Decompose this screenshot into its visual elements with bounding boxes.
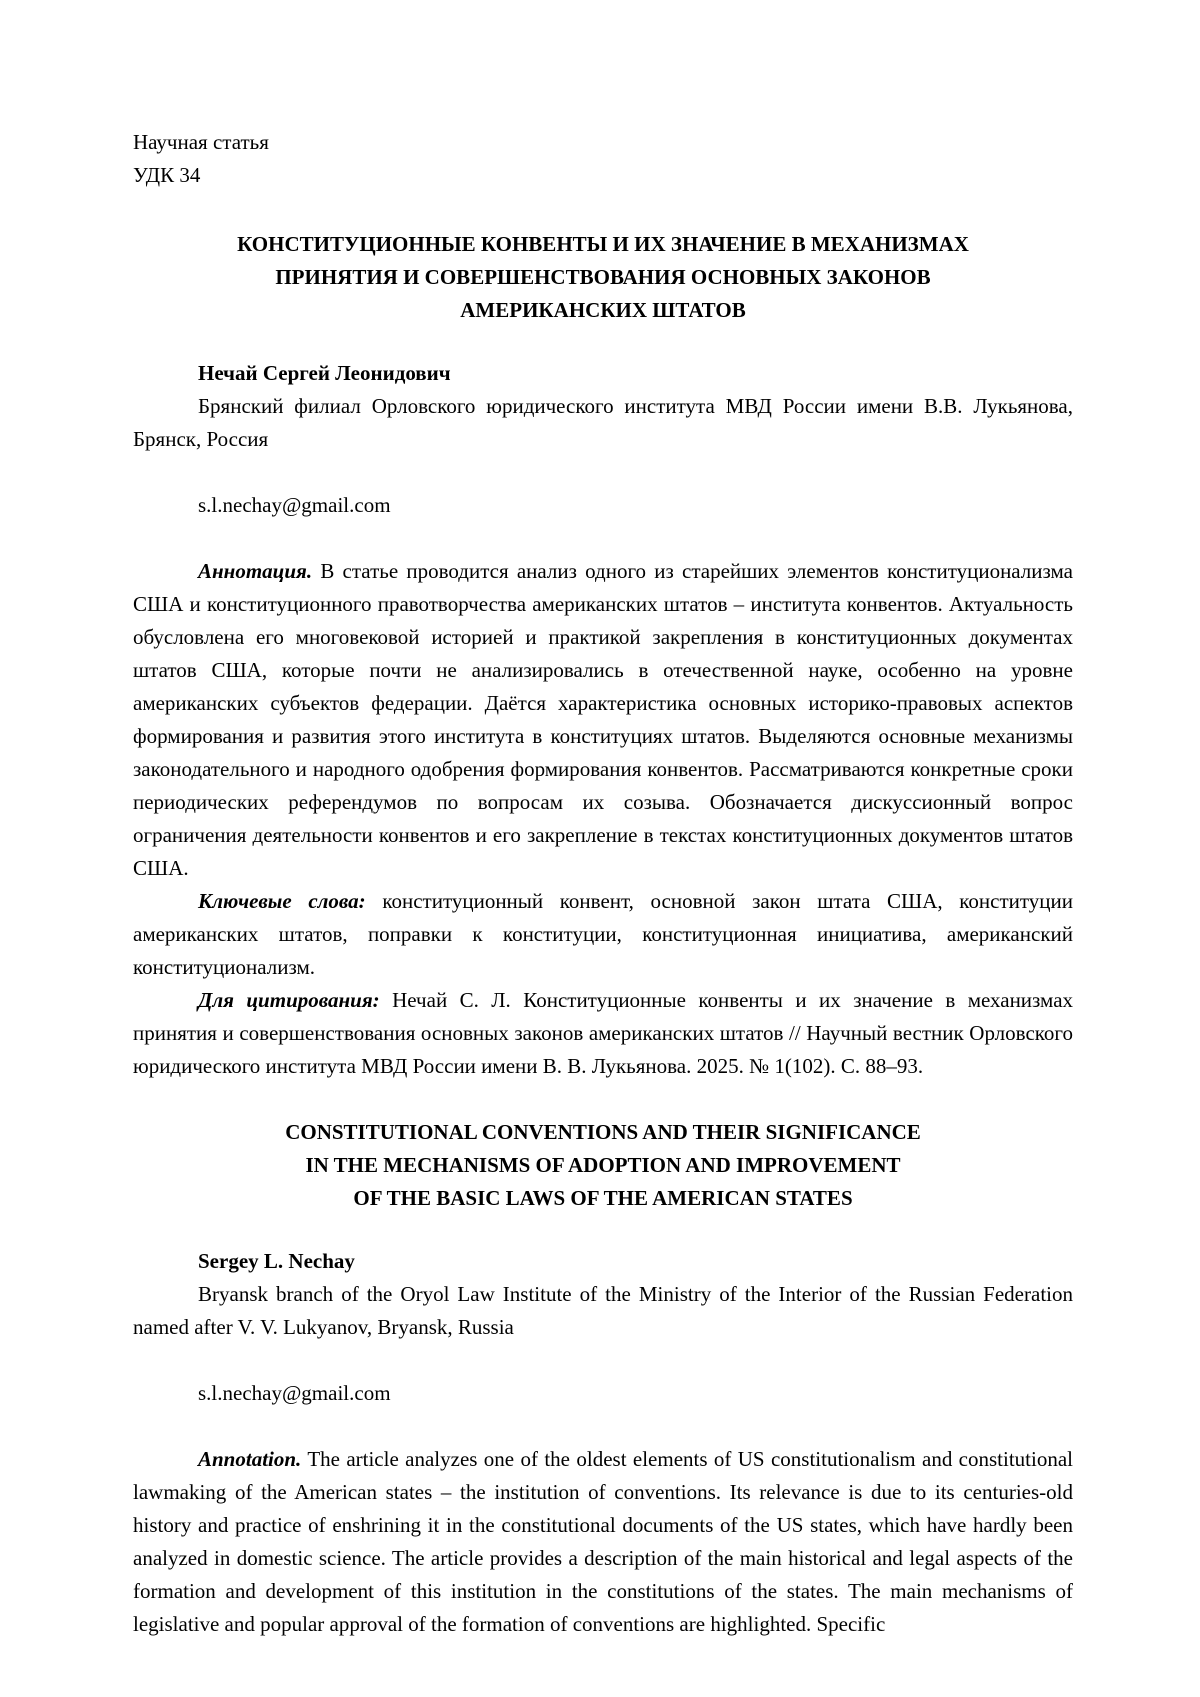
abstract-label-ru: Аннотация.	[198, 559, 313, 583]
author-email-ru: s.l.nechay@gmail.com	[198, 493, 391, 517]
article-title-ru-line: АМЕРИКАНСКИХ ШТАТОВ	[460, 298, 746, 322]
keywords-ru	[133, 885, 1073, 984]
keywords-label-ru: Ключевые слова:	[198, 889, 366, 913]
article-title-en-line: CONSTITUTIONAL CONVENTIONS AND THEIR SIGNIFICANCE	[285, 1120, 921, 1144]
citation-ru	[133, 984, 1073, 1083]
abstract-ru	[133, 555, 1073, 885]
article-title-en-line: IN THE MECHANISMS OF ADOPTION AND IMPROVEMENT	[305, 1153, 901, 1177]
author-name-ru: Нечай Сергей Леонидович	[198, 361, 451, 385]
abstract-label-en: Annotation.	[198, 1447, 302, 1471]
udc-number: УДК 34	[133, 163, 201, 187]
article-title-ru-line: КОНСТИТУЦИОННЫЕ КОНВЕНТЫ И ИХ ЗНАЧЕНИЕ В МЕХАНИЗМАХ	[237, 232, 969, 256]
article-title-ru	[133, 228, 1073, 327]
abstract-en	[133, 1443, 1073, 1641]
article-type-label: Научная статья	[133, 130, 269, 154]
affiliation-ru: Брянский филиал Орловского юридического института МВД России имени В.В. Лукьянова, Брянск, Россия	[133, 394, 1073, 451]
citation-text-ru: Нечай С. Л. Конституционные конвенты и их значение в механизмах принятия и совершенствования основных законов американских штатов // Научный вестник Орловского юридического института МВД России имени В. В. Лукьянова. 2025. № 1(102). С. 88–93.	[133, 988, 1074, 1078]
author-email-en: s.l.nechay@gmail.com	[198, 1381, 391, 1405]
affiliation-en: Bryansk branch of the Oryol Law Institute of the Ministry of the Interior of the Russian Federation named after V. V. Lukyanov, Bryansk, Russia	[133, 1282, 1073, 1339]
article-title-en-line: OF THE BASIC LAWS OF THE AMERICAN STATES	[353, 1186, 853, 1210]
abstract-text-en: The article analyzes one of the oldest elements of US constitutionalism and constitutional lawmaking of the American states – the institution of conventions. Its relevance is due to its centuries-old history and practice of enshrining it in the constitutional documents of the US states, which have hardly been analyzed in domestic science. The article provides a description of the main historical and legal aspects of the formation and development of this institution in the constitutions of the states. The main mechanisms of legislative and popular approval of the formation of conventions are highlighted. Specific	[133, 1447, 1074, 1636]
keywords-text-ru: конституционный конвент, основной закон штата США, конституции американских штатов, поправки к конституции, конституционная инициатива, американский конституционализм.	[133, 889, 1074, 979]
abstract-text-ru: В статье проводится анализ одного из старейших элементов конституционализма США и конституционного правотворчества американских штатов – института конвентов. Актуальность обусловлена его многовековой историей и практикой закрепления в конституционных документах штатов США, которые почти не анализировались в отечественной науке, особенно на уровне американских субъектов федерации. Даётся характеристика основных историко-правовых аспектов формирования и развития этого института в конституциях штатов. Выделяются основные механизмы законодательного и народного одобрения формирования конвентов. Рассматриваются конкретные сроки периодических референдумов по вопросам их созыва. Обозначается дискуссионный вопрос ограничения деятельности конвентов и его закрепление в текстах конституционных документов штатов США.	[133, 559, 1073, 880]
author-name-en: Sergey L. Nechay	[198, 1249, 355, 1273]
citation-label-ru: Для цитирования:	[198, 988, 380, 1012]
article-title-ru-line: ПРИНЯТИЯ И СОВЕРШЕНСТВОВАНИЯ ОСНОВНЫХ ЗАКОНОВ	[275, 265, 931, 289]
article-title-en	[133, 1116, 1073, 1215]
